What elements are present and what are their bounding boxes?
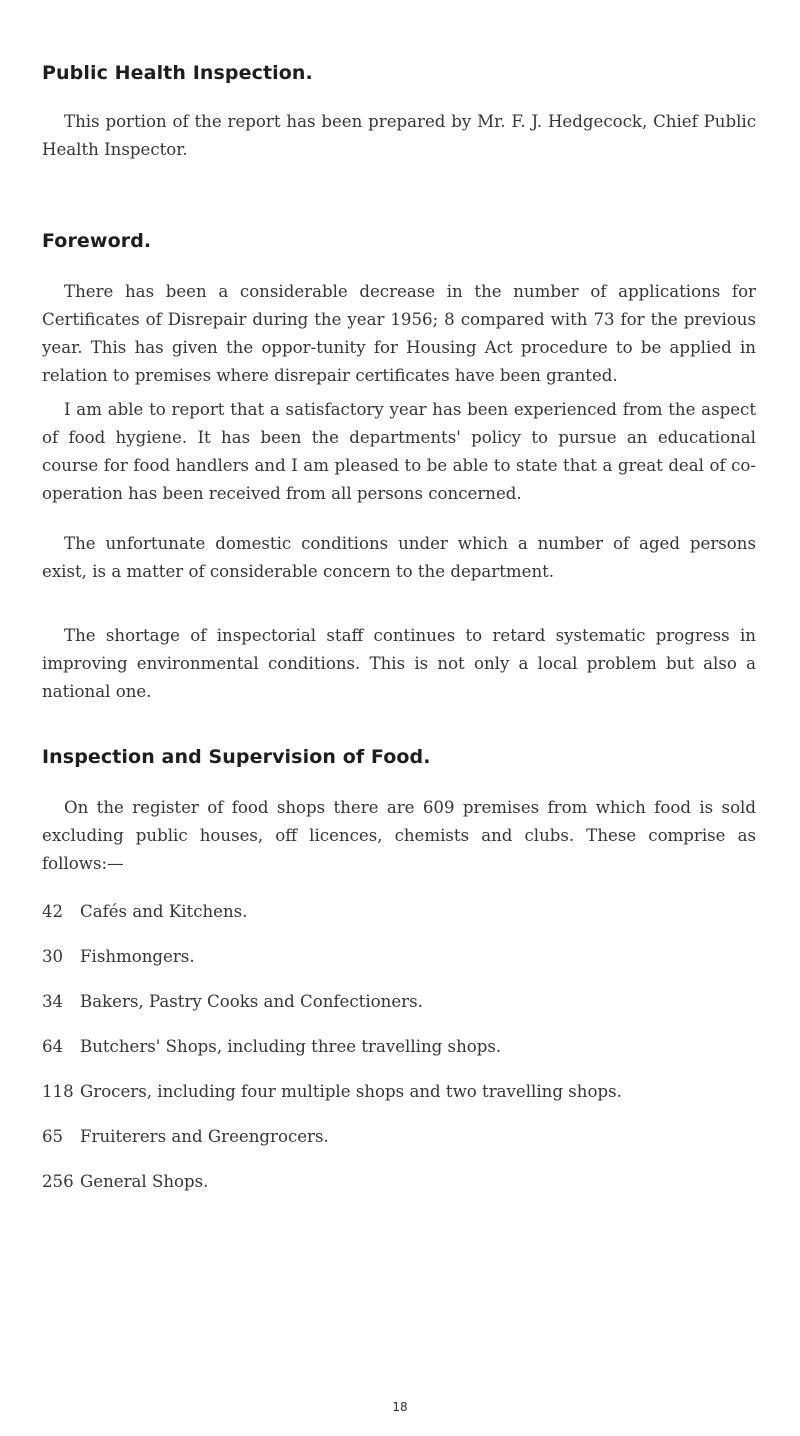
intro-paragraph bbox=[42, 108, 756, 164]
list-item bbox=[42, 943, 756, 971]
premises-type: Butchers' Shops, including three travelling shops. bbox=[80, 1037, 502, 1056]
foreword-paragraph-2 bbox=[42, 396, 756, 508]
list-item bbox=[42, 988, 756, 1016]
section-heading-foreword: Foreword. bbox=[42, 230, 152, 252]
list-item bbox=[42, 1168, 756, 1196]
foreword-paragraph-3 bbox=[42, 530, 756, 586]
premises-count: 42 bbox=[42, 902, 64, 921]
premises-type: Grocers, including four multiple shops and two travelling shops. bbox=[80, 1082, 622, 1101]
list-item bbox=[42, 1078, 756, 1106]
section-heading-public-health: Public Health Inspection. bbox=[42, 62, 313, 84]
page-number: 18 bbox=[392, 1400, 408, 1414]
section-heading-food-inspection: Inspection and Supervision of Food. bbox=[42, 746, 431, 768]
paragraph-text: The shortage of inspectorial staff continues to retard systematic progress in improving environmental conditions. This is not only a local problem but also a national one. bbox=[42, 626, 756, 701]
premises-type: Fruiterers and Greengrocers. bbox=[80, 1127, 329, 1146]
premises-count: 256 bbox=[42, 1172, 74, 1191]
intro-text: This portion of the report has been prepared by Mr. F. J. Hedgecock, Chief Public Health Inspector. bbox=[42, 112, 756, 159]
paragraph-text: On the register of food shops there are 609 premises from which food is sold excluding public houses, off licences, chemists and clubs. These comprise as follows:— bbox=[42, 798, 756, 873]
paragraph-text: There has been a considerable decrease in the number of applications for Certificates of Disrepair during the year 1956; 8 compared with 73 for the previous year. This has given the oppor-tunity for Housing Act procedure to be applied in relation to premises where disrepair certificates have been granted. bbox=[42, 282, 756, 385]
premises-type: General Shops. bbox=[80, 1172, 209, 1191]
premises-count: 34 bbox=[42, 992, 64, 1011]
paragraph-text: The unfortunate domestic conditions under which a number of aged persons exist, is a matter of considerable concern to the department. bbox=[42, 534, 756, 581]
premises-count: 30 bbox=[42, 947, 64, 966]
foreword-paragraph-4 bbox=[42, 622, 756, 706]
foreword-paragraph-1 bbox=[42, 278, 756, 390]
paragraph-text: I am able to report that a satisfactory year has been experienced from the aspect of food hygiene. It has been the departments' policy to pursue an educational course for food handlers and I am pleased to be able to state that a great deal of co-operation has been received from all persons concerned. bbox=[42, 400, 756, 503]
premises-count: 65 bbox=[42, 1127, 64, 1146]
premises-type: Fishmongers. bbox=[80, 947, 195, 966]
list-item bbox=[42, 1123, 756, 1151]
premises-type: Bakers, Pastry Cooks and Confectioners. bbox=[80, 992, 423, 1011]
food-intro-paragraph bbox=[42, 794, 756, 878]
list-item bbox=[42, 1033, 756, 1061]
premises-count: 118 bbox=[42, 1082, 74, 1101]
food-premises-list bbox=[42, 898, 756, 1213]
premises-type: Cafés and Kitchens. bbox=[80, 902, 248, 921]
premises-count: 64 bbox=[42, 1037, 64, 1056]
list-item bbox=[42, 898, 756, 926]
